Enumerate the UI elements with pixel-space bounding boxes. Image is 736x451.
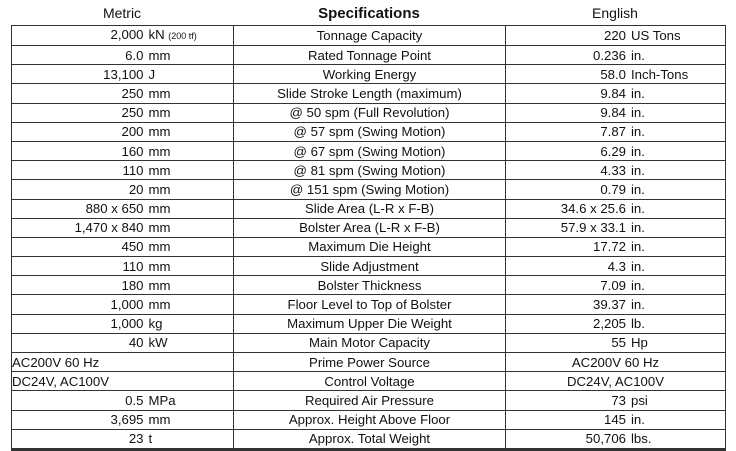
metric-unit	[144, 181, 202, 198]
metric-value-group	[12, 162, 233, 179]
metric-unit-text: mm	[148, 85, 171, 101]
english-cell	[506, 391, 726, 410]
table-row	[12, 353, 726, 372]
metric-unit-text: mm	[148, 162, 171, 178]
metric-value: 250	[121, 105, 144, 121]
table-row	[12, 218, 726, 237]
metric-unit-text: kW	[148, 335, 168, 351]
specification-label: Approx. Total Weight	[234, 429, 506, 449]
english-cell	[506, 314, 726, 333]
english-value-group	[506, 123, 725, 140]
table-row	[12, 237, 726, 256]
metric-value: 20	[128, 181, 144, 197]
metric-value-group	[12, 104, 233, 121]
metric-cell	[12, 180, 234, 199]
metric-value-group	[12, 334, 233, 351]
metric-value-group	[12, 66, 233, 83]
english-unit: in.	[631, 258, 645, 274]
metric-unit-text: MPa	[148, 392, 176, 408]
header-metric: Metric	[102, 5, 142, 21]
metric-unit-text: t	[148, 431, 153, 447]
english-value-group	[506, 411, 725, 428]
metric-value: 160	[121, 143, 144, 159]
specification-label: Maximum Upper Die Weight	[234, 314, 506, 333]
table-row	[12, 295, 726, 314]
table-row	[12, 199, 726, 218]
table-row	[12, 333, 726, 352]
table-row	[12, 372, 726, 391]
metric-unit	[144, 392, 202, 409]
table-row	[12, 141, 726, 160]
english-cell	[506, 180, 726, 199]
metric-unit-text: mm	[148, 124, 171, 140]
english-unit: in.	[631, 143, 645, 159]
metric-cell	[12, 65, 234, 84]
english-cell	[506, 84, 726, 103]
english-cell	[506, 26, 726, 46]
metric-unit-text: mm	[148, 412, 171, 428]
metric-unit-text: mm	[148, 220, 171, 236]
table-row	[12, 429, 726, 449]
english-unit: in.	[631, 220, 645, 236]
specification-label: @ 57 spm (Swing Motion)	[234, 122, 506, 141]
metric-unit	[144, 47, 202, 64]
metric-value-group	[12, 277, 233, 294]
english-value-group	[506, 258, 725, 275]
english-value: 17.72	[592, 239, 626, 255]
metric-cell	[12, 353, 234, 372]
metric-value-group	[12, 26, 233, 45]
english-unit: in.	[631, 181, 645, 197]
english-unit: in.	[631, 47, 645, 63]
english-value-group	[506, 296, 725, 313]
metric-unit-text: mm	[148, 181, 171, 197]
specification-label: Bolster Thickness	[234, 276, 506, 295]
english-unit: in.	[631, 277, 645, 293]
metric-value: 880 x 650	[85, 201, 144, 217]
metric-unit	[144, 277, 202, 294]
english-value: 4.3	[607, 258, 626, 274]
english-value: 50,706	[585, 431, 626, 447]
english-value: 2,205	[592, 316, 626, 332]
specification-label: Maximum Die Height	[234, 237, 506, 256]
metric-cell	[12, 218, 234, 237]
metric-unit	[144, 315, 202, 332]
header-english: English	[592, 5, 638, 21]
metric-cell	[12, 141, 234, 160]
english-unit: in.	[631, 412, 645, 428]
english-value-group	[506, 47, 725, 64]
english-cell	[506, 237, 726, 256]
metric-cell	[12, 429, 234, 449]
english-value-group	[506, 238, 725, 255]
metric-value: 1,000	[110, 297, 144, 313]
english-value-group	[506, 181, 725, 198]
english-unit: in.	[631, 239, 645, 255]
english-cell	[506, 295, 726, 314]
specification-label: @ 81 spm (Swing Motion)	[234, 161, 506, 180]
metric-note: (200 tf)	[168, 31, 197, 41]
metric-value: 40	[128, 335, 144, 351]
metric-value: 23	[128, 431, 144, 447]
english-value: 6.29	[600, 143, 626, 159]
metric-value-group	[12, 238, 233, 255]
metric-value-group	[12, 85, 233, 102]
english-value: 220	[603, 28, 626, 43]
specification-label: Slide Stroke Length (maximum)	[234, 84, 506, 103]
metric-cell	[12, 84, 234, 103]
specification-label: Control Voltage	[234, 372, 506, 391]
english-value-group	[506, 66, 725, 83]
specification-label: Tonnage Capacity	[234, 26, 506, 46]
english-value-group	[506, 430, 725, 447]
specification-label: @ 67 spm (Swing Motion)	[234, 141, 506, 160]
english-value: 7.87	[600, 124, 626, 140]
metric-cell	[12, 276, 234, 295]
header-specifications: Specifications	[318, 5, 420, 22]
english-cell	[506, 257, 726, 276]
english-cell	[506, 199, 726, 218]
english-cell	[506, 429, 726, 449]
table-row	[12, 276, 726, 295]
english-value-group	[506, 200, 725, 217]
specification-label: Rated Tonnage Point	[234, 46, 506, 65]
metric-cell	[12, 26, 234, 46]
metric-value: 200	[121, 124, 144, 140]
specification-label: @ 151 spm (Swing Motion)	[234, 180, 506, 199]
metric-value: DC24V, AC100V	[12, 373, 110, 389]
table-row	[12, 46, 726, 65]
english-cell	[506, 333, 726, 352]
table-row	[12, 391, 726, 410]
metric-value-group	[12, 392, 233, 409]
specification-label: Required Air Pressure	[234, 391, 506, 410]
metric-value-group	[12, 123, 233, 140]
english-cell	[506, 218, 726, 237]
metric-cell	[12, 410, 234, 429]
metric-unit	[144, 411, 202, 428]
specification-label: Approx. Height Above Floor	[234, 410, 506, 429]
english-value: DC24V, AC100V	[566, 373, 665, 389]
english-value: 34.6 x 25.6	[560, 201, 626, 217]
english-value: 0.79	[600, 181, 626, 197]
english-cell	[506, 276, 726, 295]
english-cell	[506, 122, 726, 141]
specifications-table-body	[12, 26, 726, 450]
metric-value: AC200V 60 Hz	[12, 354, 100, 370]
english-value-group	[506, 162, 725, 179]
table-row	[12, 84, 726, 103]
english-value-group	[506, 334, 725, 351]
metric-unit	[144, 334, 202, 351]
metric-unit-text: mm	[148, 105, 171, 121]
english-unit: in.	[631, 201, 645, 217]
metric-unit	[144, 143, 202, 160]
specification-label: Slide Area (L-R x F-B)	[234, 199, 506, 218]
english-value-group	[506, 219, 725, 236]
metric-cell	[12, 161, 234, 180]
metric-cell	[12, 257, 234, 276]
table-row	[12, 180, 726, 199]
table-row	[12, 122, 726, 141]
english-value: 55	[611, 335, 626, 351]
metric-value-group	[12, 143, 233, 160]
specification-label: Working Energy	[234, 65, 506, 84]
english-unit: US Tons	[631, 28, 681, 43]
metric-unit-text: kN	[148, 27, 165, 42]
english-value-group	[506, 277, 725, 294]
english-value: 4.33	[600, 162, 626, 178]
metric-unit-text: mm	[148, 201, 171, 217]
column-headers	[0, 5, 736, 25]
english-value-group	[506, 143, 725, 160]
table-row	[12, 257, 726, 276]
metric-value: 1,470 x 840	[74, 220, 144, 236]
english-unit: in.	[631, 162, 645, 178]
metric-cell	[12, 199, 234, 218]
english-cell	[506, 410, 726, 429]
english-value: 145	[603, 412, 626, 428]
english-unit: in.	[631, 85, 645, 101]
english-cell	[506, 103, 726, 122]
metric-cell	[12, 237, 234, 256]
english-value: 73	[611, 392, 626, 408]
english-value: 0.236	[592, 47, 626, 63]
specification-label: Floor Level to Top of Bolster	[234, 295, 506, 314]
english-unit: lbs.	[631, 431, 652, 447]
metric-unit	[144, 296, 202, 313]
english-unit: in.	[631, 297, 645, 313]
metric-value: 250	[121, 85, 144, 101]
metric-value-group	[12, 47, 233, 64]
english-value-group	[506, 104, 725, 121]
english-cell	[506, 65, 726, 84]
specification-label: @ 50 spm (Full Revolution)	[234, 103, 506, 122]
english-unit: Hp	[631, 335, 648, 351]
table-row	[12, 103, 726, 122]
english-value: AC200V 60 Hz	[571, 354, 660, 370]
metric-value: 180	[121, 277, 144, 293]
metric-value: 450	[121, 239, 144, 255]
english-unit: in.	[631, 105, 645, 121]
english-cell	[506, 372, 726, 391]
metric-value-group	[12, 181, 233, 198]
metric-value: 1,000	[110, 316, 144, 332]
english-value: 57.9 x 33.1	[560, 220, 626, 236]
metric-unit-text: mm	[148, 143, 171, 159]
english-value-group	[506, 85, 725, 102]
english-value: 9.84	[600, 85, 626, 101]
metric-unit-text: mm	[148, 239, 171, 255]
specification-label: Prime Power Source	[234, 353, 506, 372]
english-value: 58.0	[600, 66, 626, 82]
english-cell	[506, 141, 726, 160]
metric-unit	[144, 258, 202, 275]
metric-cell	[12, 295, 234, 314]
english-value: 9.84	[600, 105, 626, 121]
metric-value: 110	[122, 258, 144, 274]
english-value: 7.09	[600, 277, 626, 293]
metric-unit-text: kg	[148, 316, 163, 332]
english-unit: in.	[631, 124, 645, 140]
metric-unit	[144, 104, 202, 121]
metric-value: 6.0	[125, 47, 144, 63]
metric-cell	[12, 391, 234, 410]
metric-unit	[144, 200, 202, 217]
metric-value-group	[12, 219, 233, 236]
english-value-group	[506, 27, 725, 44]
metric-unit	[144, 66, 202, 83]
metric-unit-text: mm	[148, 297, 171, 313]
metric-value: 0.5	[125, 392, 144, 408]
table-row	[12, 161, 726, 180]
metric-unit-text: mm	[148, 258, 171, 274]
metric-unit-text: J	[148, 66, 156, 82]
metric-cell	[12, 103, 234, 122]
metric-cell	[12, 314, 234, 333]
table-row	[12, 65, 726, 84]
metric-value-group	[12, 296, 233, 313]
metric-value: 3,695	[110, 412, 144, 428]
metric-value-group	[12, 315, 233, 332]
specifications-table	[11, 25, 726, 451]
table-row	[12, 410, 726, 429]
english-cell	[506, 161, 726, 180]
metric-unit-text: mm	[148, 47, 171, 63]
metric-value-group	[12, 411, 233, 428]
english-value: 39.37	[592, 297, 626, 313]
table-row	[12, 314, 726, 333]
english-unit: Inch-Tons	[631, 66, 689, 82]
english-cell	[506, 46, 726, 65]
metric-unit	[144, 430, 202, 447]
metric-value-group	[12, 430, 233, 447]
metric-unit	[144, 162, 202, 179]
english-unit: psi	[631, 392, 648, 408]
metric-unit	[144, 123, 202, 140]
metric-value-group	[12, 258, 233, 275]
english-unit: lb.	[631, 316, 645, 332]
specification-label: Bolster Area (L-R x F-B)	[234, 218, 506, 237]
specification-label: Slide Adjustment	[234, 257, 506, 276]
table-row	[12, 26, 726, 46]
metric-unit	[144, 219, 202, 236]
specification-label: Main Motor Capacity	[234, 333, 506, 352]
metric-value: 110	[122, 162, 144, 178]
metric-unit	[144, 85, 202, 102]
metric-unit	[144, 238, 202, 255]
metric-cell	[12, 122, 234, 141]
metric-value: 2,000	[110, 27, 144, 42]
english-value-group	[506, 315, 725, 332]
metric-unit	[144, 26, 202, 45]
metric-cell	[12, 46, 234, 65]
metric-value: 13,100	[103, 66, 144, 82]
english-cell	[506, 353, 726, 372]
metric-cell	[12, 372, 234, 391]
metric-value-group	[12, 200, 233, 217]
metric-unit-text: mm	[148, 277, 171, 293]
metric-cell	[12, 333, 234, 352]
english-value-group	[506, 392, 725, 409]
